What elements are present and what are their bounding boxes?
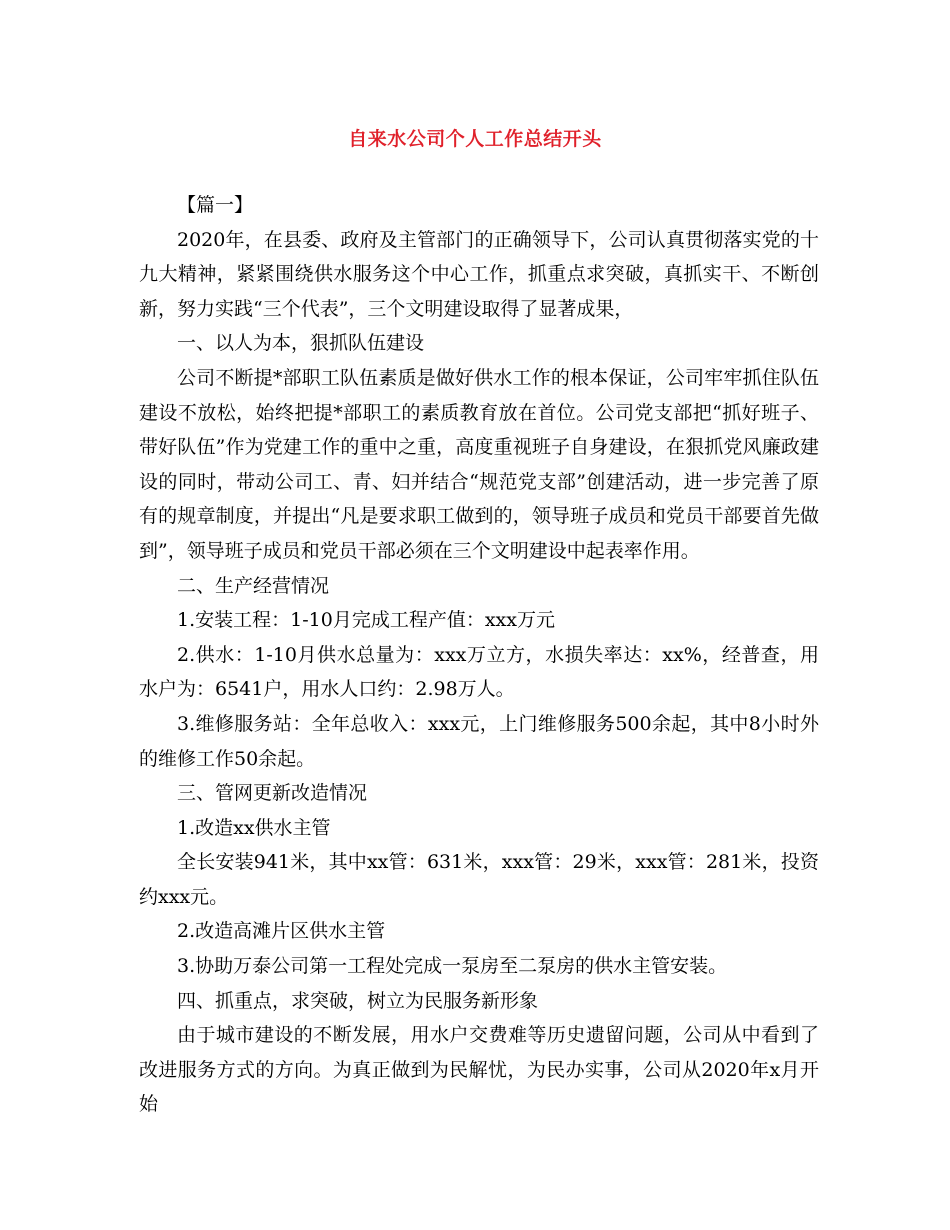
list-item-wantai-assist: 3.协助万泰公司第一工程处完成一泵房至二泵房的供水主管安装。 xyxy=(177,955,728,978)
section-heading-2: 二、生产经营情况 xyxy=(177,574,330,597)
section-label: 【篇一】 xyxy=(177,194,254,216)
section-heading-1: 一、以人为本，狠抓队伍建设 xyxy=(177,332,425,355)
list-item-gaotan-pipe: 2.改造高滩片区供水主管 xyxy=(177,920,386,943)
list-item-installation: 1.安装工程：1-10月完成工程产值：xxx万元 xyxy=(177,609,555,632)
document-title: 自来水公司个人工作总结开头 xyxy=(348,128,602,150)
intro-paragraph: 2020年，在县委、政府及主管部门的正确领导下，公司认真贯彻落实党的十九大精神，紧紧围绕供水服务这个中心工作，抓重点求突破，真抓实干、不断创新，努力实践“三个代表”，三个文明建设取得了显著成果， xyxy=(139,228,819,320)
list-item-water-supply: 2.供水：1-10月供水总量为：xxx万立方，水损失率达：xx%，经普查，用水户为：6541户，用水人口约：2.98万人。 xyxy=(139,643,819,701)
section-1-paragraph: 公司不断提*部职工队伍素质是做好供水工作的根本保证，公司牢牢抓住队伍建设不放松，始终把提*部职工的素质教育放在首位。公司党支部把“抓好班子、带好队伍”作为党建工作的重中之重，高度重视班子自身建设，在狠抓党风廉政建设的同时，带动公司工、青、妇并结合“规范党支部”创建活动，进一步完善了原有的规章制度，并提出“凡是要求职工做到的，领导班子成员和党员干部要首先做到”，领导班子成员和党员干部必须在三个文明建设中起表率作用。 xyxy=(139,366,819,562)
section-4-paragraph: 由于城市建设的不断发展，用水户交费难等历史遗留问题，公司从中看到了改进服务方式的方向。为真正做到为民解忧，为民办实事，公司从2020年x月开始 xyxy=(139,1024,819,1116)
document-body xyxy=(139,188,819,1122)
section-heading-3: 三、管网更新改造情况 xyxy=(177,782,368,805)
section-heading-4: 四、抓重点，求突破，树立为民服务新形象 xyxy=(177,989,539,1012)
list-item-main-pipe: 1.改造xx供水主管 xyxy=(177,816,331,839)
pipe-detail-paragraph: 全长安装941米，其中xx管：631米，xxx管：29米，xxx管：281米，投资约xxx元。 xyxy=(139,851,819,908)
list-item-repair-station: 3.维修服务站：全年总收入：xxx元，上门维修服务500余起，其中8小时外的维修工作50余起。 xyxy=(139,712,819,770)
